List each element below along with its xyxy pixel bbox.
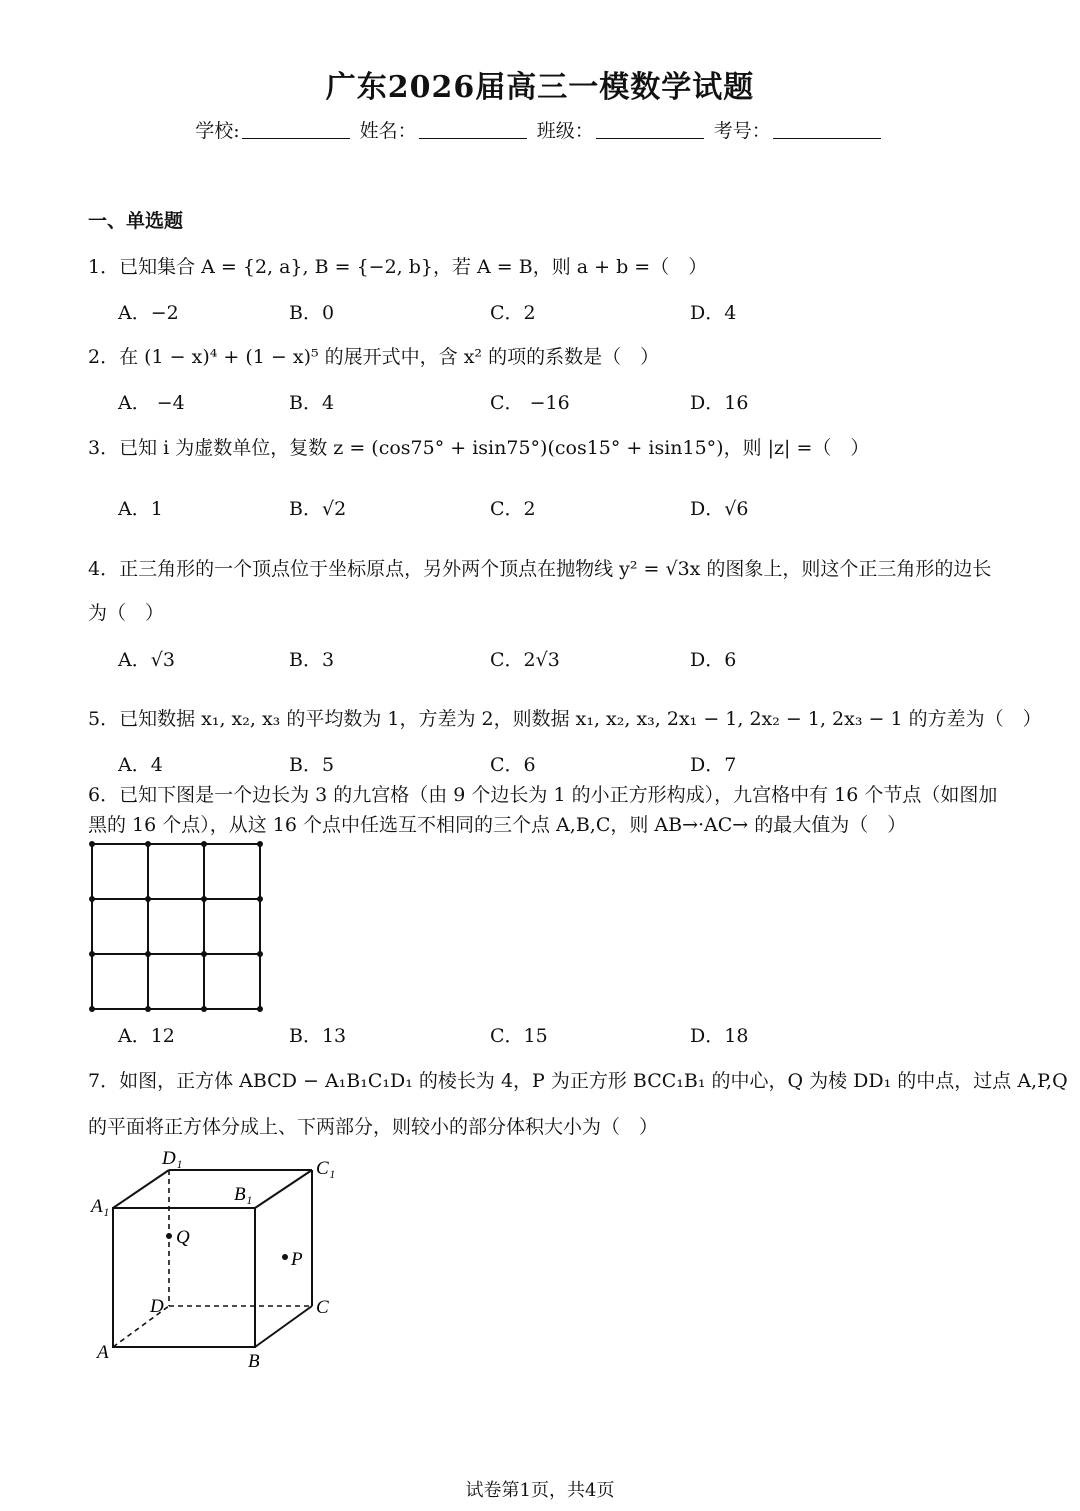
option-d[interactable]: D．7 xyxy=(690,754,737,776)
option-a[interactable]: A．√3 xyxy=(118,649,175,671)
class-blank[interactable] xyxy=(596,120,704,139)
grid-node xyxy=(257,1006,263,1012)
school-label: 学校: xyxy=(195,120,240,142)
page-footer: 试卷第1页，共4页 xyxy=(465,1480,615,1501)
grid-node xyxy=(89,951,95,957)
label-b1: B₁ xyxy=(234,1184,253,1205)
question-text: 在 (1 − x)⁴ + (1 − x)⁵ 的展开式中，含 x² 的项的系数是（ ） xyxy=(119,346,660,368)
option-c[interactable]: C． −16 xyxy=(490,392,570,414)
grid-figure xyxy=(86,838,268,1016)
grid-lines xyxy=(92,844,260,1009)
section-title: 一、单选题 xyxy=(88,210,184,232)
option-c[interactable]: C．2 xyxy=(490,498,536,520)
question-number: 4． xyxy=(88,558,120,580)
option-a[interactable]: A．−2 xyxy=(118,302,179,324)
cube-hidden-edges xyxy=(113,1170,312,1347)
question-1 xyxy=(88,252,707,279)
label-d: D xyxy=(150,1296,164,1317)
label-p: P xyxy=(291,1249,303,1270)
option-d[interactable]: D．16 xyxy=(690,392,749,414)
grid-node xyxy=(145,841,151,847)
question-5 xyxy=(88,704,1042,731)
grid-node xyxy=(89,896,95,902)
grid-node xyxy=(145,951,151,957)
exam-number-blank[interactable] xyxy=(773,120,881,139)
option-b[interactable]: B．3 xyxy=(289,649,335,671)
option-d[interactable]: D．√6 xyxy=(690,498,749,520)
grid-node xyxy=(145,896,151,902)
question-6-continued: 黑的 16 个点），从这 16 个点中任选互不相同的三个点 A,B,C，则 AB→·AC→ 的最大值为（ ） xyxy=(88,814,907,836)
label-c: C xyxy=(316,1297,329,1318)
option-b[interactable]: B．0 xyxy=(289,302,335,324)
question-number: 3． xyxy=(88,437,120,459)
label-a: A xyxy=(97,1342,109,1363)
cube-edge xyxy=(255,1170,312,1208)
grid-node xyxy=(257,896,263,902)
name-blank[interactable] xyxy=(419,120,527,139)
option-b[interactable]: B．5 xyxy=(289,754,335,776)
label-a1: A₁ xyxy=(91,1196,110,1217)
option-a[interactable]: A．12 xyxy=(118,1025,175,1047)
option-a[interactable]: A．4 xyxy=(118,754,163,776)
question-text: 正三角形的一个顶点位于坐标原点，另外两个顶点在抛物线 y² = √3x 的图象上，则这个正三角形的边长 xyxy=(119,558,992,580)
option-d[interactable]: D．6 xyxy=(690,649,737,671)
option-b[interactable]: B．√2 xyxy=(289,498,347,520)
label-c1: C₁ xyxy=(316,1158,336,1179)
cube-edge xyxy=(113,1170,169,1208)
grid-node xyxy=(201,1006,207,1012)
question-7-continued: 的平面将正方体分成上、下两部分，则较小的部分体积大小为（ ） xyxy=(88,1116,659,1138)
page-title: 广东2026届高三一模数学试题 xyxy=(325,70,755,105)
option-d[interactable]: D．4 xyxy=(690,302,737,324)
question-4 xyxy=(88,554,991,581)
grid-node xyxy=(257,841,263,847)
question-4-continued: 为（ ） xyxy=(88,602,165,624)
grid-node xyxy=(145,1006,151,1012)
name-label: 姓名： xyxy=(359,120,417,142)
school-blank[interactable] xyxy=(242,120,350,139)
question-number: 2． xyxy=(88,346,120,368)
question-7 xyxy=(88,1066,1068,1093)
grid-nodes xyxy=(89,841,263,1012)
option-b[interactable]: B．13 xyxy=(289,1025,347,1047)
label-b: B xyxy=(248,1351,260,1372)
question-text: 已知下图是一个边长为 3 的九宫格（由 9 个边长为 1 的小正方形构成），九宫格中有 16 个节点（如图加 xyxy=(119,784,998,806)
option-c[interactable]: C．6 xyxy=(490,754,536,776)
option-a[interactable]: A．1 xyxy=(118,498,163,520)
option-c[interactable]: C．15 xyxy=(490,1025,548,1047)
option-d[interactable]: D．18 xyxy=(690,1025,749,1047)
question-number: 5． xyxy=(88,708,120,730)
grid-border xyxy=(92,844,260,1009)
grid-node xyxy=(201,841,207,847)
grid-node xyxy=(201,896,207,902)
student-info-row xyxy=(0,116,1080,143)
question-text: 已知 i 为虚数单位，复数 z = (cos75° + isin75°)(cos15° + isin15°)，则 |z| =（ ） xyxy=(119,437,870,459)
grid-node xyxy=(257,951,263,957)
option-c[interactable]: C．2√3 xyxy=(490,649,560,671)
cube-edge xyxy=(255,1306,312,1347)
option-b[interactable]: B．4 xyxy=(289,392,335,414)
question-number: 6． xyxy=(88,784,120,806)
grid-node xyxy=(89,1006,95,1012)
grid-node xyxy=(89,841,95,847)
question-text: 已知集合 A = {2, a}, B = {−2, b}，若 A = B，则 a + b =（ ） xyxy=(119,256,708,278)
question-number: 1． xyxy=(88,256,120,278)
option-a[interactable]: A． −4 xyxy=(118,392,185,414)
question-text: 如图，正方体 ABCD − A₁B₁C₁D₁ 的棱长为 4，P 为正方形 BCC₁B₁ 的中心，Q 为棱 DD₁ 的中点，过点 A,P,Q xyxy=(119,1070,1068,1092)
exam-number-label: 考号： xyxy=(713,120,771,142)
question-3 xyxy=(88,433,869,460)
question-number: 7． xyxy=(88,1070,120,1092)
option-c[interactable]: C．2 xyxy=(490,302,536,324)
label-q: Q xyxy=(176,1227,190,1248)
point-p xyxy=(282,1254,288,1260)
class-label: 班级： xyxy=(536,120,594,142)
point-q xyxy=(166,1233,172,1239)
question-2 xyxy=(88,342,659,369)
grid-node xyxy=(201,951,207,957)
label-d1: D₁ xyxy=(162,1148,183,1169)
cube-figure xyxy=(88,1142,348,1374)
question-6 xyxy=(88,780,997,807)
cube-solid-edges xyxy=(113,1170,312,1347)
question-text: 已知数据 x₁, x₂, x₃ 的平均数为 1，方差为 2，则数据 x₁, x₂, x₃, 2x₁ − 1, 2x₂ − 1, 2x₃ − 1 的方差为（ ） xyxy=(119,708,1042,730)
